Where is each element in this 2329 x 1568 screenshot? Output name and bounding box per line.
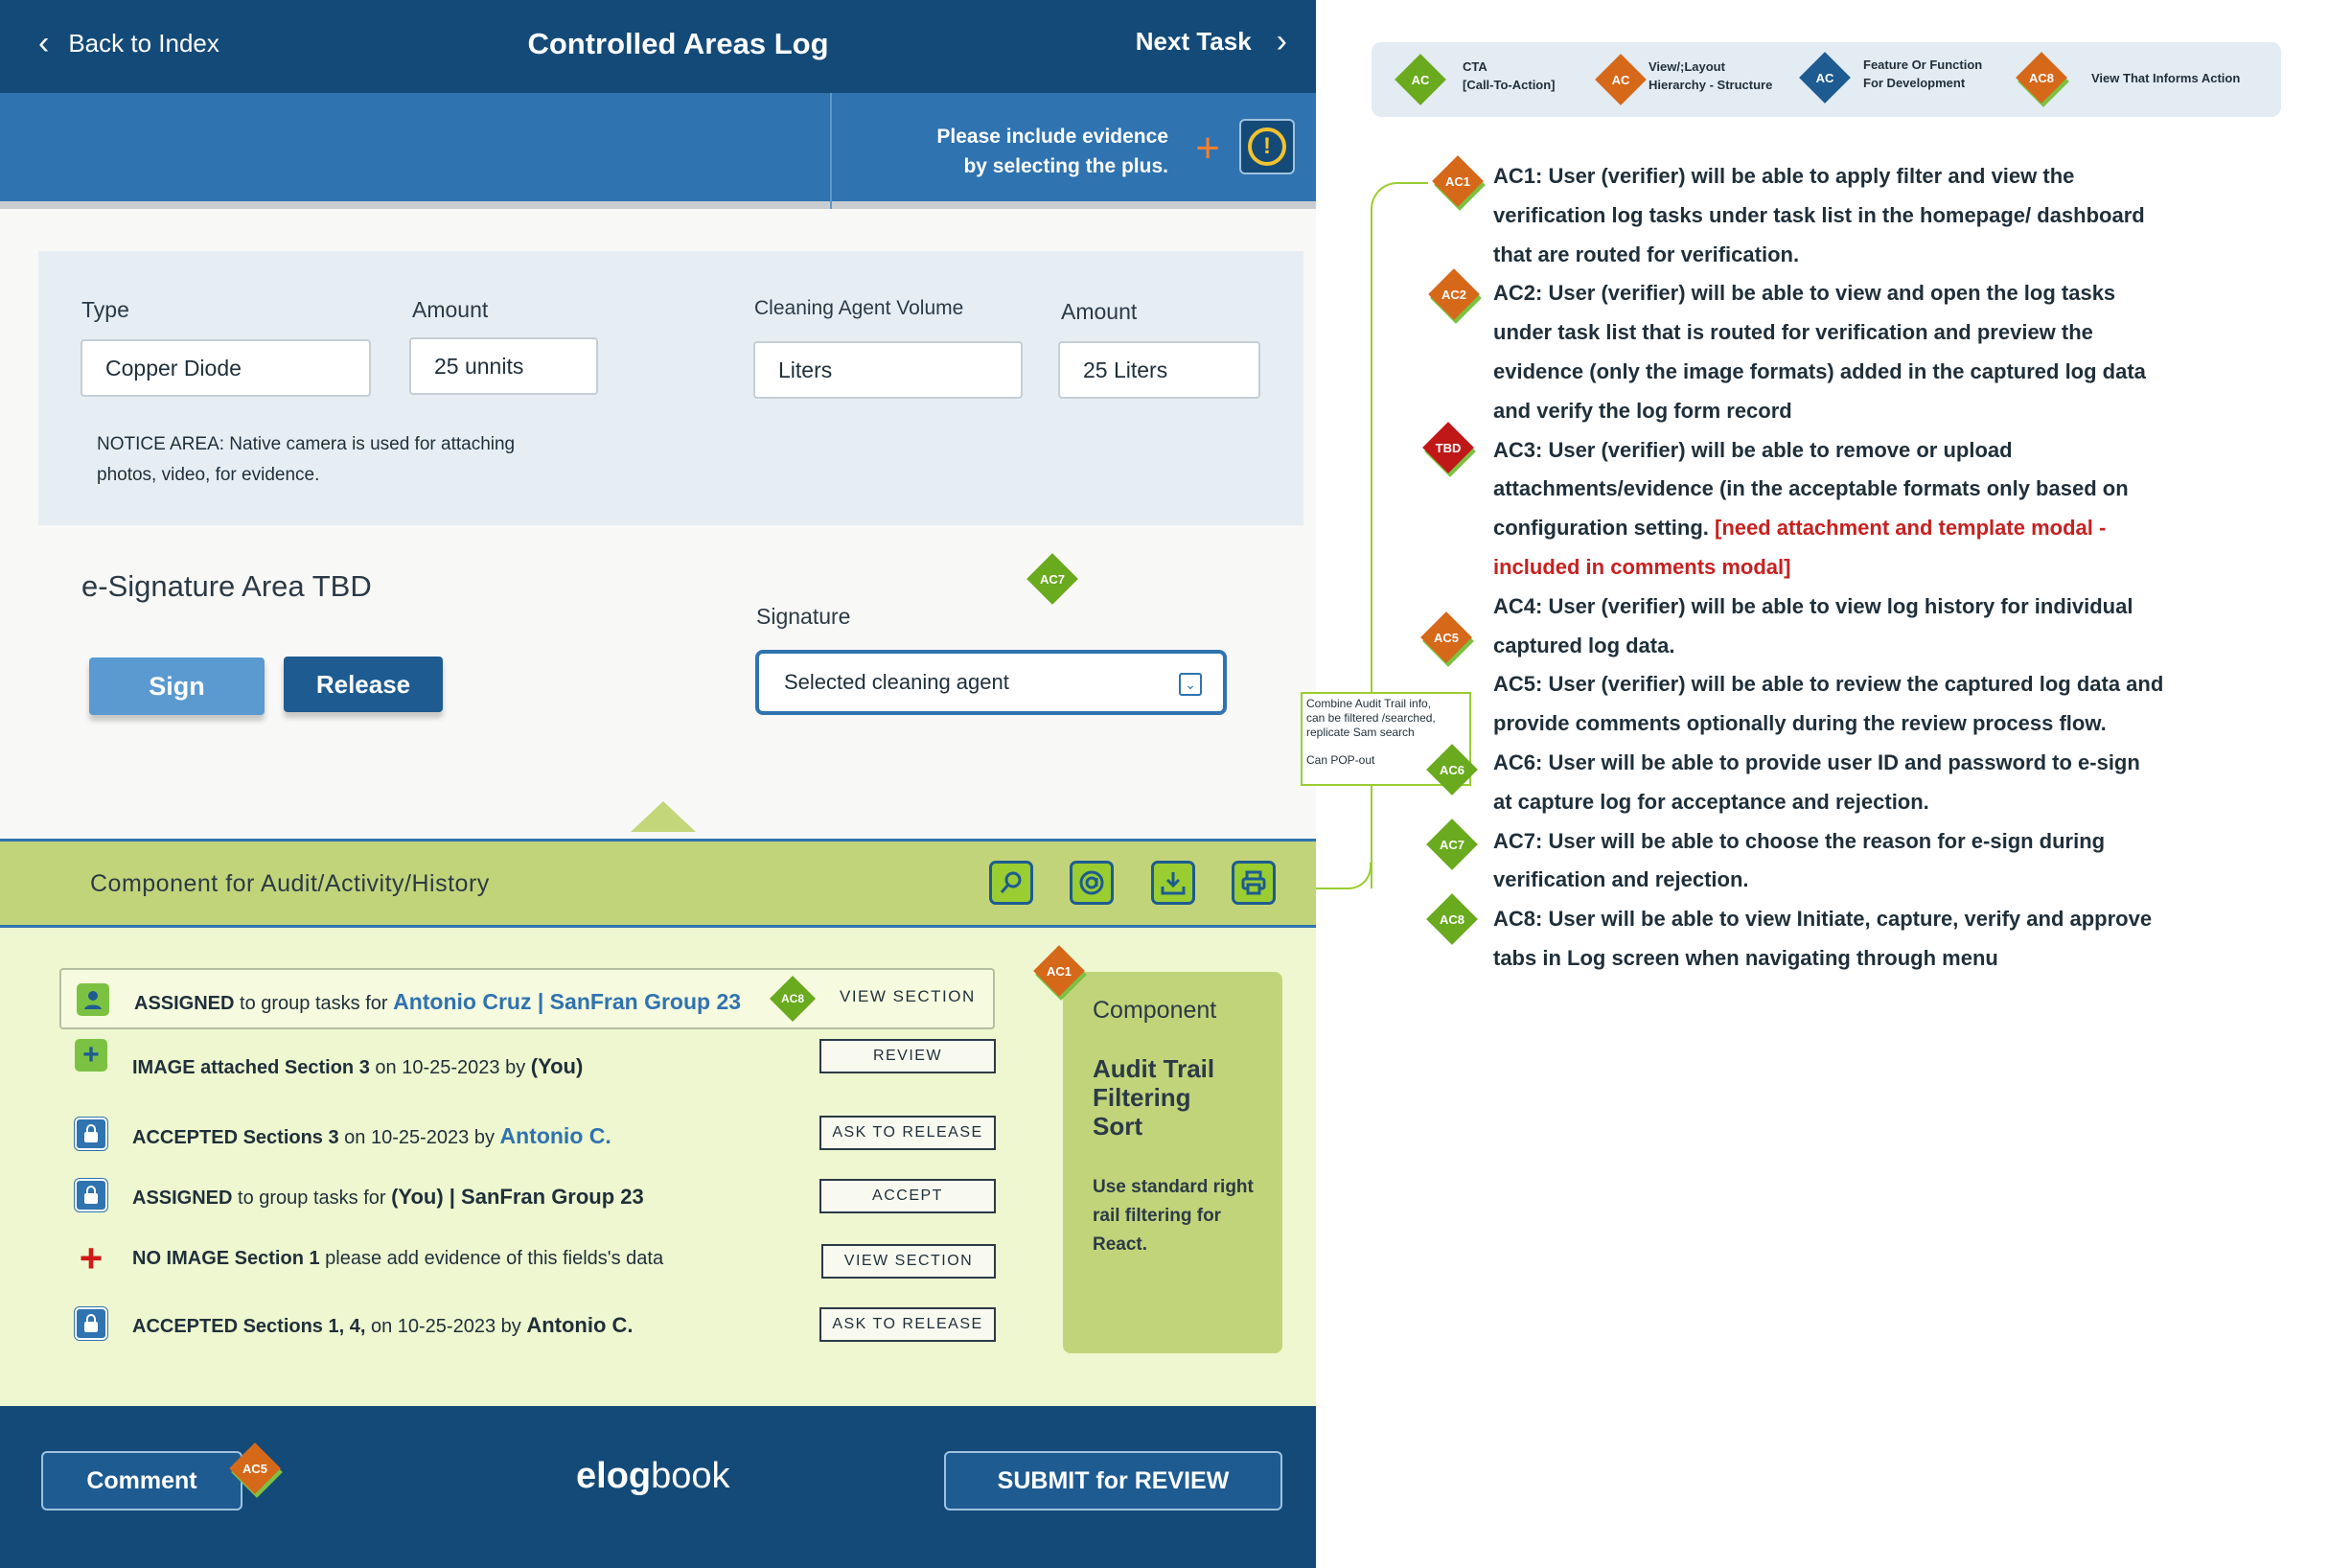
card-description: Use standard right rail filtering for React. [1093, 1177, 1254, 1255]
view-section-button[interactable]: VIEW SECTION [840, 987, 976, 1005]
ac5-badge [233, 1446, 279, 1492]
ac6-badge: AC6 [1430, 748, 1476, 794]
search-button[interactable] [989, 861, 1033, 905]
legend-cta-badge: AC [1398, 58, 1444, 104]
sticky-note: Combine Audit Trail info, can be filtered /searched, replicate Sam search Can POP-out [1301, 692, 1471, 786]
amount-label: Amount [412, 297, 489, 322]
page-title: Controlled Areas Log [527, 27, 829, 60]
elogbook-logo: elogbook [576, 1456, 730, 1496]
amount-field[interactable]: 25 unnits [409, 337, 598, 395]
at-sign-icon [1078, 869, 1105, 896]
view-section-button[interactable]: VIEW SECTION [821, 1244, 996, 1279]
ac7-text: AC7: User will be able to choose the reason for e-sign during verification and rejection. [1493, 828, 2106, 892]
legend-view-text: View/;Layout Hierarchy - Structure [1649, 59, 1773, 92]
ac1-text: AC1: User (verifier) will be able to apply filter and view the verification log tasks under task list in the homepage/ dashboard that are routed for verification. [1493, 164, 2145, 266]
ac6-text: AC6: User will be able to provide user ID and password to e-sign at capture log for acceptance and rejection. [1493, 749, 2140, 814]
audit-title: Component for Audit/Activity/History [90, 870, 490, 897]
audit-row-text: ASSIGNED to group tasks for (You) | SanFran Group 23 [132, 1185, 644, 1209]
evidence-message [936, 122, 1168, 181]
footer-bar [0, 1406, 1316, 1568]
next-task-link[interactable] [1136, 25, 1287, 58]
audit-row [59, 968, 995, 1029]
acceptance-criteria [1493, 157, 2164, 979]
tbd-badge: TBD [1426, 426, 1472, 472]
ac7-badge-label: AC7 [1039, 571, 1065, 587]
download-button[interactable] [1151, 861, 1195, 905]
audit-row-text: ACCEPTED Sections 3 on 10-25-2023 by Antonio C. [132, 1123, 611, 1148]
ac2-badge: AC2 [1432, 272, 1478, 318]
legend-cta-text: CTA [Call-To-Action] [1463, 59, 1556, 92]
cleaning-agent-volume-label: Cleaning Agent Volume [754, 297, 964, 319]
sign-button[interactable]: Sign [89, 657, 265, 715]
assignee-link[interactable]: Antonio Cruz | SanFran Group 23 [393, 989, 742, 1014]
signature-select[interactable] [755, 650, 1227, 715]
audit-row-text: IMAGE attached Section 3 on 10-25-2023 by (You) [132, 1054, 584, 1078]
alert-icon: ! [1248, 127, 1286, 166]
card-title: Audit Trail Filtering Sort [1093, 1054, 1215, 1141]
ac7-badge [1030, 557, 1076, 603]
comment-button[interactable]: Comment [41, 1451, 242, 1510]
chevron-left-icon: ‹ [38, 25, 50, 61]
collapse-handle[interactable] [631, 801, 696, 832]
user-icon [77, 983, 109, 1016]
audit-row [59, 1104, 995, 1165]
evidence-message-line2: by selecting the plus. [963, 155, 1168, 177]
alert-button[interactable] [1239, 119, 1295, 174]
evidence-banner [0, 93, 1316, 209]
red-plus-icon: + [79, 1235, 104, 1280]
print-icon [1240, 869, 1267, 896]
audit-trail-card [1063, 972, 1282, 1353]
legend-informs-text: View That Informs Action [2091, 71, 2241, 85]
audit-header-bar [0, 839, 1316, 928]
legend-bar [1372, 42, 2281, 117]
release-button[interactable]: Release [284, 657, 443, 712]
lock-icon [75, 1118, 107, 1150]
audit-row-text: ACCEPTED Sections 1, 4, on 10-25-2023 by Antonio C. [132, 1313, 634, 1337]
audit-row [59, 1294, 995, 1355]
plus-icon: + [75, 1039, 107, 1072]
ac1-badge: AC1 [1436, 159, 1482, 205]
ac8-badge-label: AC8 [780, 992, 804, 1005]
mention-button[interactable] [1070, 861, 1114, 905]
top-bar [0, 0, 1316, 93]
lock-icon [75, 1307, 107, 1340]
search-icon [999, 870, 1024, 895]
ac5-text: AC5: User (verifier) will be able to review the captured log data and provide comments optionally during the review process flow. [1493, 672, 2164, 736]
ac8-text: AC8: User will be able to view Initiate, capture, verify and approve tabs in Log screen when navigating through menu [1493, 907, 2153, 970]
review-button[interactable]: REVIEW [819, 1039, 996, 1073]
ac4-text: AC4: User (verifier) will be able to view log history for individual captured log data. [1493, 593, 2133, 657]
legend-feature-badge: AC [1803, 56, 1849, 102]
log-form-panel [38, 251, 1303, 525]
notice-area [97, 429, 595, 491]
add-evidence-plus-icon[interactable]: + [1195, 125, 1220, 172]
audit-row-text: ASSIGNED to group tasks for Antonio Cruz | SanFran Group 23 [134, 989, 742, 1014]
accept-button[interactable]: ACCEPT [819, 1179, 996, 1213]
esignature-title: e-Signature Area TBD [81, 569, 372, 603]
ac7-badge: AC7 [1430, 822, 1476, 868]
ac5-badge-label: AC5 [242, 1461, 267, 1476]
ask-to-release-button[interactable]: ASK TO RELEASE [819, 1116, 996, 1150]
audit-row [59, 1165, 995, 1227]
ac1-badge-label: AC1 [1046, 963, 1072, 979]
signature-label: Signature [756, 604, 851, 629]
banner-divider [830, 93, 832, 209]
ac8-badge [772, 979, 819, 1025]
notice-line2: photos, video, for evidence. [97, 465, 320, 485]
chevron-down-icon: ⌄ [1179, 673, 1202, 696]
amount2-field[interactable]: 25 Liters [1058, 341, 1260, 399]
signature-selected-value: Selected cleaning agent [784, 670, 1009, 694]
audit-row [59, 1229, 995, 1290]
download-icon [1160, 869, 1187, 896]
next-label: Next Task [1135, 26, 1252, 56]
ac2-text: AC2: User (verifier) will be able to view and open the log tasks under task list that is routed for verification and preview the evidence (only the image formats) added in the captured log data and verify the log form record [1493, 281, 2146, 423]
ac3-tbd-note: [need attachment and template modal - included in comments modal] [1493, 516, 2107, 579]
card-heading: Component [1093, 997, 1217, 1024]
audit-row-text: NO IMAGE Section 1 please add evidence of this fields's data [132, 1248, 664, 1269]
connector-line [1316, 863, 1372, 889]
chevron-right-icon: › [1276, 23, 1287, 59]
actor-link[interactable]: Antonio C. [499, 1123, 611, 1148]
back-label: Back to Index [68, 28, 219, 58]
print-button[interactable] [1232, 861, 1276, 905]
ac3-text: AC3: User (verifier) will be able to remove or upload attachments/evidence (in the acceptable formats only based on configuration setting. [need attachment and template modal - included in comments modal] [1493, 437, 2129, 579]
ac5-badge: AC5 [1424, 615, 1470, 661]
cleaning-agent-volume-field[interactable]: Liters [753, 341, 1023, 399]
type-field[interactable]: Copper Diode [81, 339, 371, 397]
ask-to-release-button[interactable]: ASK TO RELEASE [819, 1307, 996, 1342]
legend-feature-text: Feature Or Function For Development [1863, 58, 1983, 90]
evidence-message-line1: Please include evidence [936, 126, 1168, 148]
submit-for-review-button[interactable]: SUBMIT for REVIEW [944, 1451, 1282, 1510]
amount2-label: Amount [1061, 299, 1138, 324]
lock-icon [75, 1179, 107, 1211]
ac1-badge [1037, 949, 1083, 995]
legend-informs-badge: AC8 [2019, 56, 2065, 102]
notice-line1: NOTICE AREA: Native camera is used for attaching [97, 434, 516, 454]
legend-view-badge: AC [1599, 58, 1645, 104]
type-label: Type [81, 297, 129, 322]
ac8-badge: AC8 [1430, 897, 1476, 943]
audit-row [59, 1035, 995, 1096]
